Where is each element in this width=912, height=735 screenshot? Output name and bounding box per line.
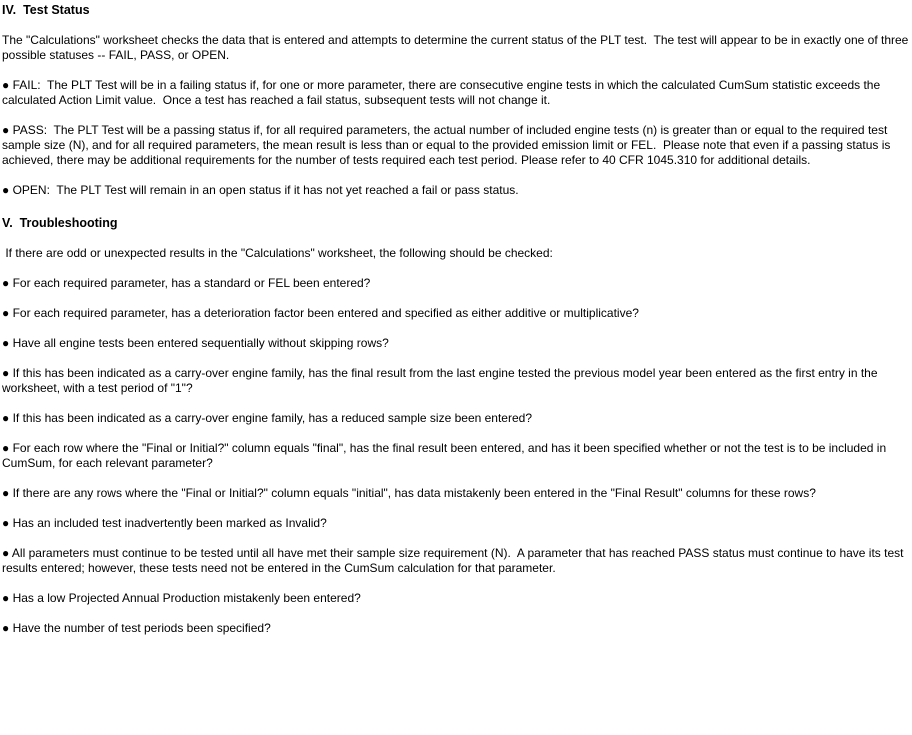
bullet-open: ● OPEN: The PLT Test will remain in an open status if it has not yet reached a fail or pass status. [2, 183, 519, 197]
section-test-status [2, 3, 910, 198]
section-troubleshooting [2, 216, 910, 636]
intro-paragraph-troubleshooting: If there are odd or unexpected results in the "Calculations" worksheet, the following should be checked: [2, 246, 553, 260]
bullet-item: ● Have the number of test periods been specified? [2, 621, 271, 635]
intro-paragraph-test-status: The "Calculations" worksheet checks the data that is entered and attempts to determine the current status of the PLT test. The test will appear to be in exactly one of three possible statuses -- FAIL, PASS, or OPEN. [2, 33, 912, 62]
bullet-item: ● Has a low Projected Annual Production mistakenly been entered? [2, 591, 361, 605]
bullet-item: ● Have all engine tests been entered sequentially without skipping rows? [2, 336, 389, 350]
bullet-item: ● If this has been indicated as a carry-over engine family, has a reduced sample size been entered? [2, 411, 532, 425]
bullet-pass: ● PASS: The PLT Test will be a passing status if, for all required parameters, the actual number of included engine tests (n) is greater than or equal to the required test sample size (N), and for all required parameters, the mean result is less than or equal to the provided emission limit or FEL. Please note that even if a passing status is achieved, there may be additional requirements for the number of tests required each test period. Please refer to 40 CFR 1045.310 for additional details. [2, 123, 894, 167]
bullet-fail: ● FAIL: The PLT Test will be in a failing status if, for one or more parameter, there are consecutive engine tests in which the calculated CumSum statistic exceeds the calculated Action Limit value. Once a test has reached a fail status, subsequent tests will not change it. [2, 78, 884, 107]
bullet-item: ● For each required parameter, has a deterioration factor been entered and specified as either additive or multiplicative? [2, 306, 639, 320]
bullet-item: ● Has an included test inadvertently been marked as Invalid? [2, 516, 327, 530]
section-heading-troubleshooting: V. Troubleshooting [2, 216, 118, 230]
bullet-item: ● All parameters must continue to be tested until all have met their sample size requirement (N). A parameter that has reached PASS status must continue to have its test results entered; however, these tests need not be entered in the CumSum calculation for that parameter. [2, 546, 907, 575]
bullet-item: ● For each row where the "Final or Initial?" column equals "final", has the final result been entered, and has it been specified whether or not the test is to be included in CumSum, for each relevant parameter? [2, 441, 890, 470]
bullet-item: ● If this has been indicated as a carry-over engine family, has the final result from the last engine tested the previous model year been entered as the first entry in the worksheet, with a test period of "1"? [2, 366, 881, 395]
bullet-item: ● If there are any rows where the "Final or Initial?" column equals "initial", has data mistakenly been entered in the "Final Result" columns for these rows? [2, 486, 816, 500]
bullet-item: ● For each required parameter, has a standard or FEL been entered? [2, 276, 371, 290]
section-heading-test-status: IV. Test Status [2, 3, 90, 17]
